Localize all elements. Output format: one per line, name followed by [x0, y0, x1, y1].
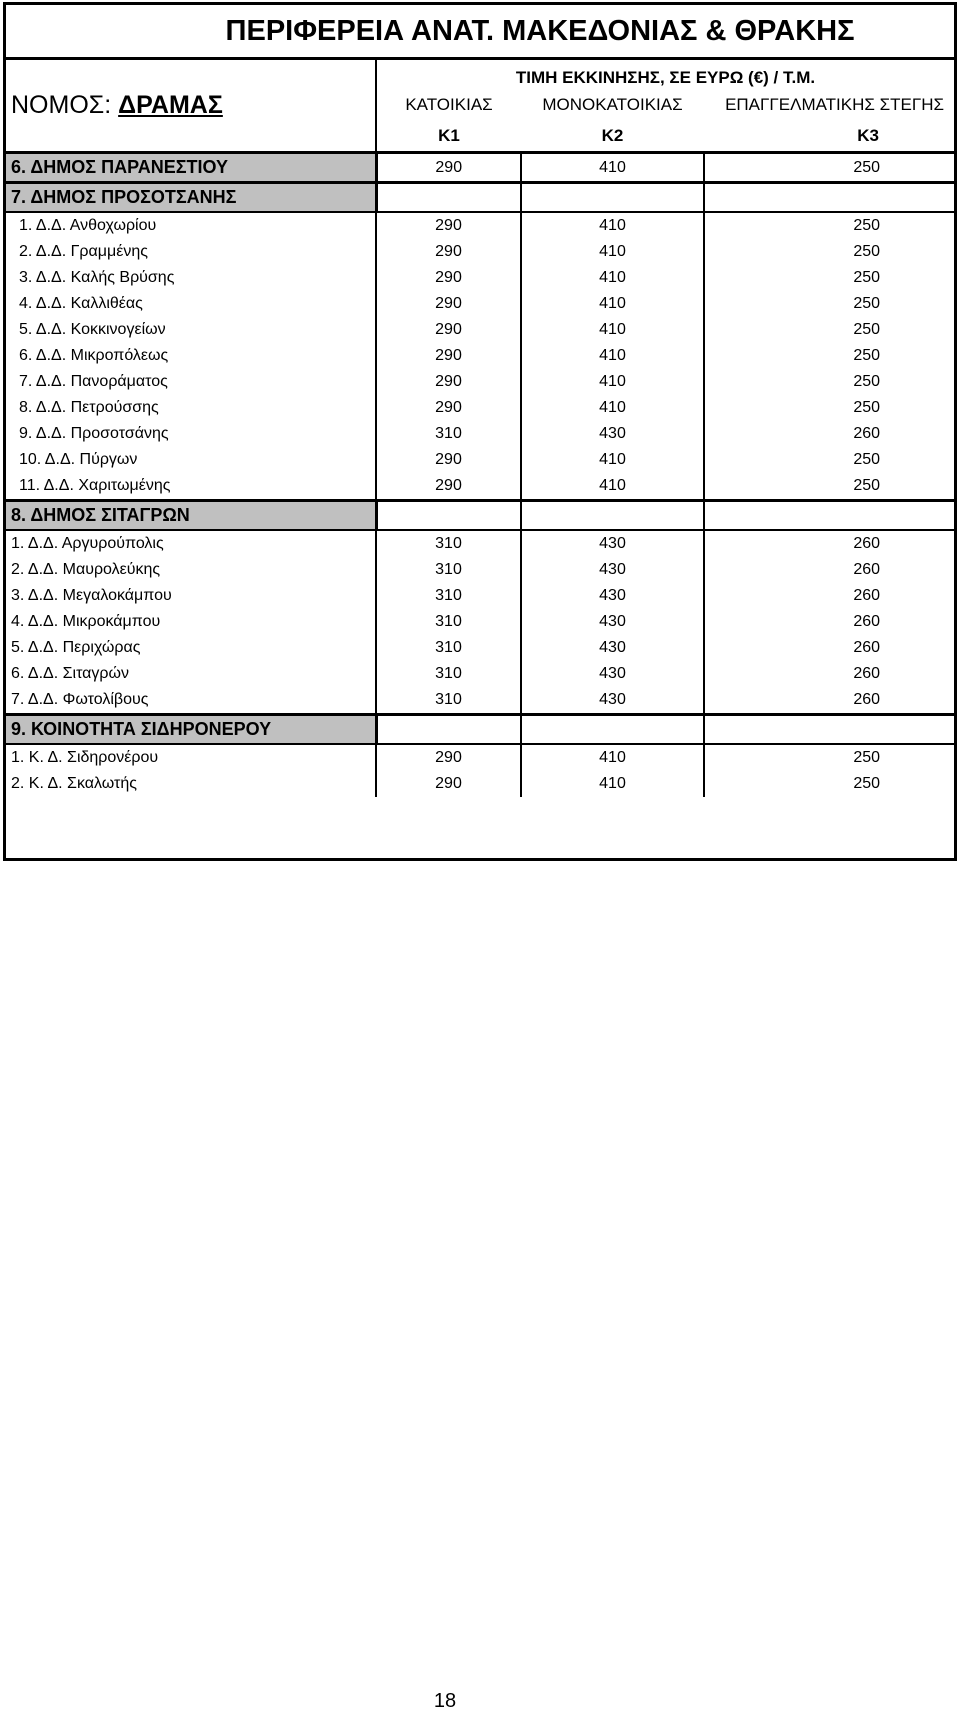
row-value-k1: 310: [435, 587, 462, 604]
row-value-k3: 250: [704, 473, 954, 501]
group-value-k2: [521, 501, 704, 531]
group-row: [6, 715, 954, 745]
group-name: 9. ΚΟΙΝΟΤΗΤΑ ΣΙΔΗΡΟΝΕΡΟΥ: [6, 715, 376, 745]
row-value-k1: 310: [435, 665, 462, 682]
row-value-k2: 410: [521, 291, 704, 317]
row-value-k3: 260: [704, 530, 954, 557]
category-monokatoikias: ΜΟΝΟΚΑΤΟΙΚΙΑΣ: [542, 95, 683, 114]
row-value-k1: 290: [435, 217, 462, 234]
row-value-k2: 430: [521, 530, 704, 557]
row-name: 2. Δ.Δ. Γραμμένης: [6, 239, 376, 265]
row-value-k1: 310: [435, 425, 462, 442]
row-value-k2: 430: [521, 421, 704, 447]
group-value-k3: [704, 183, 954, 213]
group-value-k1: 290: [376, 153, 521, 183]
row-name: 4. Δ.Δ. Καλλιθέας: [6, 291, 376, 317]
group-row: [6, 183, 954, 213]
prefecture-name: ΔΡΑΜΑΣ: [118, 91, 223, 119]
row-value-k3: 250: [704, 771, 954, 797]
row-name: 6. Δ.Δ. Σιταγρών: [6, 661, 376, 687]
row-value-k2: 410: [521, 395, 704, 421]
row-value-k1: 290: [435, 399, 462, 416]
row-value-k1: 290: [435, 775, 462, 792]
row-name: 2. Δ.Δ. Μαυρολεύκης: [6, 557, 376, 583]
row-value-k1: 310: [435, 691, 462, 708]
table-row: [6, 473, 954, 501]
row-name: 9. Δ.Δ. Προσοτσάνης: [6, 421, 376, 447]
row-value-k2: 410: [521, 212, 704, 239]
table-row: [6, 421, 954, 447]
row-value-k1: 290: [435, 295, 462, 312]
table-row: [6, 265, 954, 291]
table-row: [6, 609, 954, 635]
row-value-k3: 250: [704, 447, 954, 473]
group-value-k3: 250: [704, 153, 954, 183]
row-value-k3: 250: [704, 239, 954, 265]
table-row: [6, 530, 954, 557]
row-value-k1: 290: [435, 243, 462, 260]
row-name: 1. Κ. Δ. Σιδηρονέρου: [6, 744, 376, 771]
row-name: 7. Δ.Δ. Πανοράματος: [6, 369, 376, 395]
prefecture-cell: [6, 59, 376, 153]
row-value-k1: 290: [435, 347, 462, 364]
row-value-k2: 410: [521, 265, 704, 291]
table-row: [6, 395, 954, 421]
zone-k1: Κ1: [376, 120, 521, 153]
group-row: [6, 501, 954, 531]
price-title: ΤΙΜΗ ΕΚΚΙΝΗΣΗΣ, ΣΕ ΕΥΡΩ (€) / Τ.Μ.: [515, 68, 816, 87]
table-row: [6, 771, 954, 797]
table-row: [6, 557, 954, 583]
zone-k3: Κ3: [704, 120, 954, 153]
row-name: 3. Δ.Δ. Μεγαλοκάμπου: [6, 583, 376, 609]
row-value-k3: 260: [704, 557, 954, 583]
row-value-k2: 430: [521, 635, 704, 661]
table-row: [6, 583, 954, 609]
table-row: [6, 212, 954, 239]
category-epaggelmatikis: ΕΠΑΓΓΕΛΜΑΤΙΚΗΣ ΣΤΕΓΗΣ: [725, 95, 945, 114]
row-name: 1. Δ.Δ. Αργυρούπολις: [6, 530, 376, 557]
row-value-k1: 290: [435, 477, 462, 494]
region-title: ΠΕΡΙΦΕΡΕΙΑ ΑΝΑΤ. ΜΑΚΕΔΟΝΙΑΣ & ΘΡΑΚΗΣ: [6, 5, 954, 59]
zone-k2: Κ2: [521, 120, 704, 153]
row-value-k2: 410: [521, 744, 704, 771]
table-row: [6, 447, 954, 473]
row-name: 1. Δ.Δ. Ανθοχωρίου: [6, 212, 376, 239]
row-value-k2: 430: [521, 557, 704, 583]
table-row: [6, 687, 954, 715]
row-name: 7. Δ.Δ. Φωτολίβους: [6, 687, 376, 715]
row-value-k3: 250: [704, 395, 954, 421]
group-value-k2: 410: [521, 153, 704, 183]
row-value-k3: 250: [704, 291, 954, 317]
row-value-k1: 310: [435, 639, 462, 656]
row-value-k1: 310: [435, 535, 462, 552]
row-name: 4. Δ.Δ. Μικροκάμπου: [6, 609, 376, 635]
row-value-k3: 250: [704, 317, 954, 343]
prefecture-label: ΝΟΜΟΣ:: [11, 91, 112, 119]
row-value-k1: 290: [435, 321, 462, 338]
row-name: 8. Δ.Δ. Πετρούσσης: [6, 395, 376, 421]
row-value-k2: 410: [521, 447, 704, 473]
table-row: [6, 744, 954, 771]
row-name: 5. Δ.Δ. Περιχώρας: [6, 635, 376, 661]
row-value-k3: 260: [704, 421, 954, 447]
row-value-k3: 260: [704, 687, 954, 715]
group-name: 7. ΔΗΜΟΣ ΠΡΟΣΟΤΣΑΝΗΣ: [6, 183, 376, 213]
row-value-k3: 250: [704, 744, 954, 771]
row-name: 11. Δ.Δ. Χαριτωμένης: [6, 473, 376, 501]
row-name: 10. Δ.Δ. Πύργων: [6, 447, 376, 473]
row-value-k2: 410: [521, 771, 704, 797]
row-value-k3: 260: [704, 583, 954, 609]
row-value-k1: 310: [435, 561, 462, 578]
group-value-k3: [704, 715, 954, 745]
price-table-document: [3, 2, 957, 861]
row-value-k3: 260: [704, 609, 954, 635]
row-value-k3: 250: [704, 343, 954, 369]
row-name: 6. Δ.Δ. Μικροπόλεως: [6, 343, 376, 369]
row-value-k1: 290: [435, 269, 462, 286]
row-name: 3. Δ.Δ. Καλής Βρύσης: [6, 265, 376, 291]
row-value-k3: 260: [704, 661, 954, 687]
group-row: [6, 153, 954, 183]
row-value-k2: 410: [521, 473, 704, 501]
group-value-k2: [521, 183, 704, 213]
price-table: [6, 5, 954, 797]
row-value-k1: 310: [435, 613, 462, 630]
group-value-k1: [376, 715, 521, 745]
table-row: [6, 369, 954, 395]
group-value-k2: [521, 715, 704, 745]
row-value-k2: 410: [521, 317, 704, 343]
table-row: [6, 635, 954, 661]
row-value-k2: 430: [521, 609, 704, 635]
group-value-k1: [376, 501, 521, 531]
table-row: [6, 343, 954, 369]
row-value-k3: 260: [704, 635, 954, 661]
group-name: 8. ΔΗΜΟΣ ΣΙΤΑΓΡΩΝ: [6, 501, 376, 531]
row-name: 2. Κ. Δ. Σκαλωτής: [6, 771, 376, 797]
table-row: [6, 661, 954, 687]
row-value-k2: 430: [521, 661, 704, 687]
row-value-k2: 430: [521, 687, 704, 715]
table-row: [6, 239, 954, 265]
row-value-k3: 250: [704, 265, 954, 291]
table-row: [6, 317, 954, 343]
row-name: 5. Δ.Δ. Κοκκινογείων: [6, 317, 376, 343]
group-name: 6. ΔΗΜΟΣ ΠΑΡΑΝΕΣΤΙΟΥ: [6, 153, 376, 183]
page-number: 18: [433, 1690, 457, 1712]
group-value-k3: [704, 501, 954, 531]
row-value-k2: 410: [521, 343, 704, 369]
table-row: [6, 291, 954, 317]
row-value-k1: 290: [435, 451, 462, 468]
row-value-k3: 250: [704, 369, 954, 395]
row-value-k1: 290: [435, 373, 462, 390]
group-value-k1: [376, 183, 521, 213]
row-value-k3: 250: [704, 212, 954, 239]
row-value-k2: 410: [521, 239, 704, 265]
row-value-k2: 430: [521, 583, 704, 609]
category-katoikias: ΚΑΤΟΙΚΙΑΣ: [405, 95, 493, 114]
row-value-k1: 290: [435, 749, 462, 766]
row-value-k2: 410: [521, 369, 704, 395]
